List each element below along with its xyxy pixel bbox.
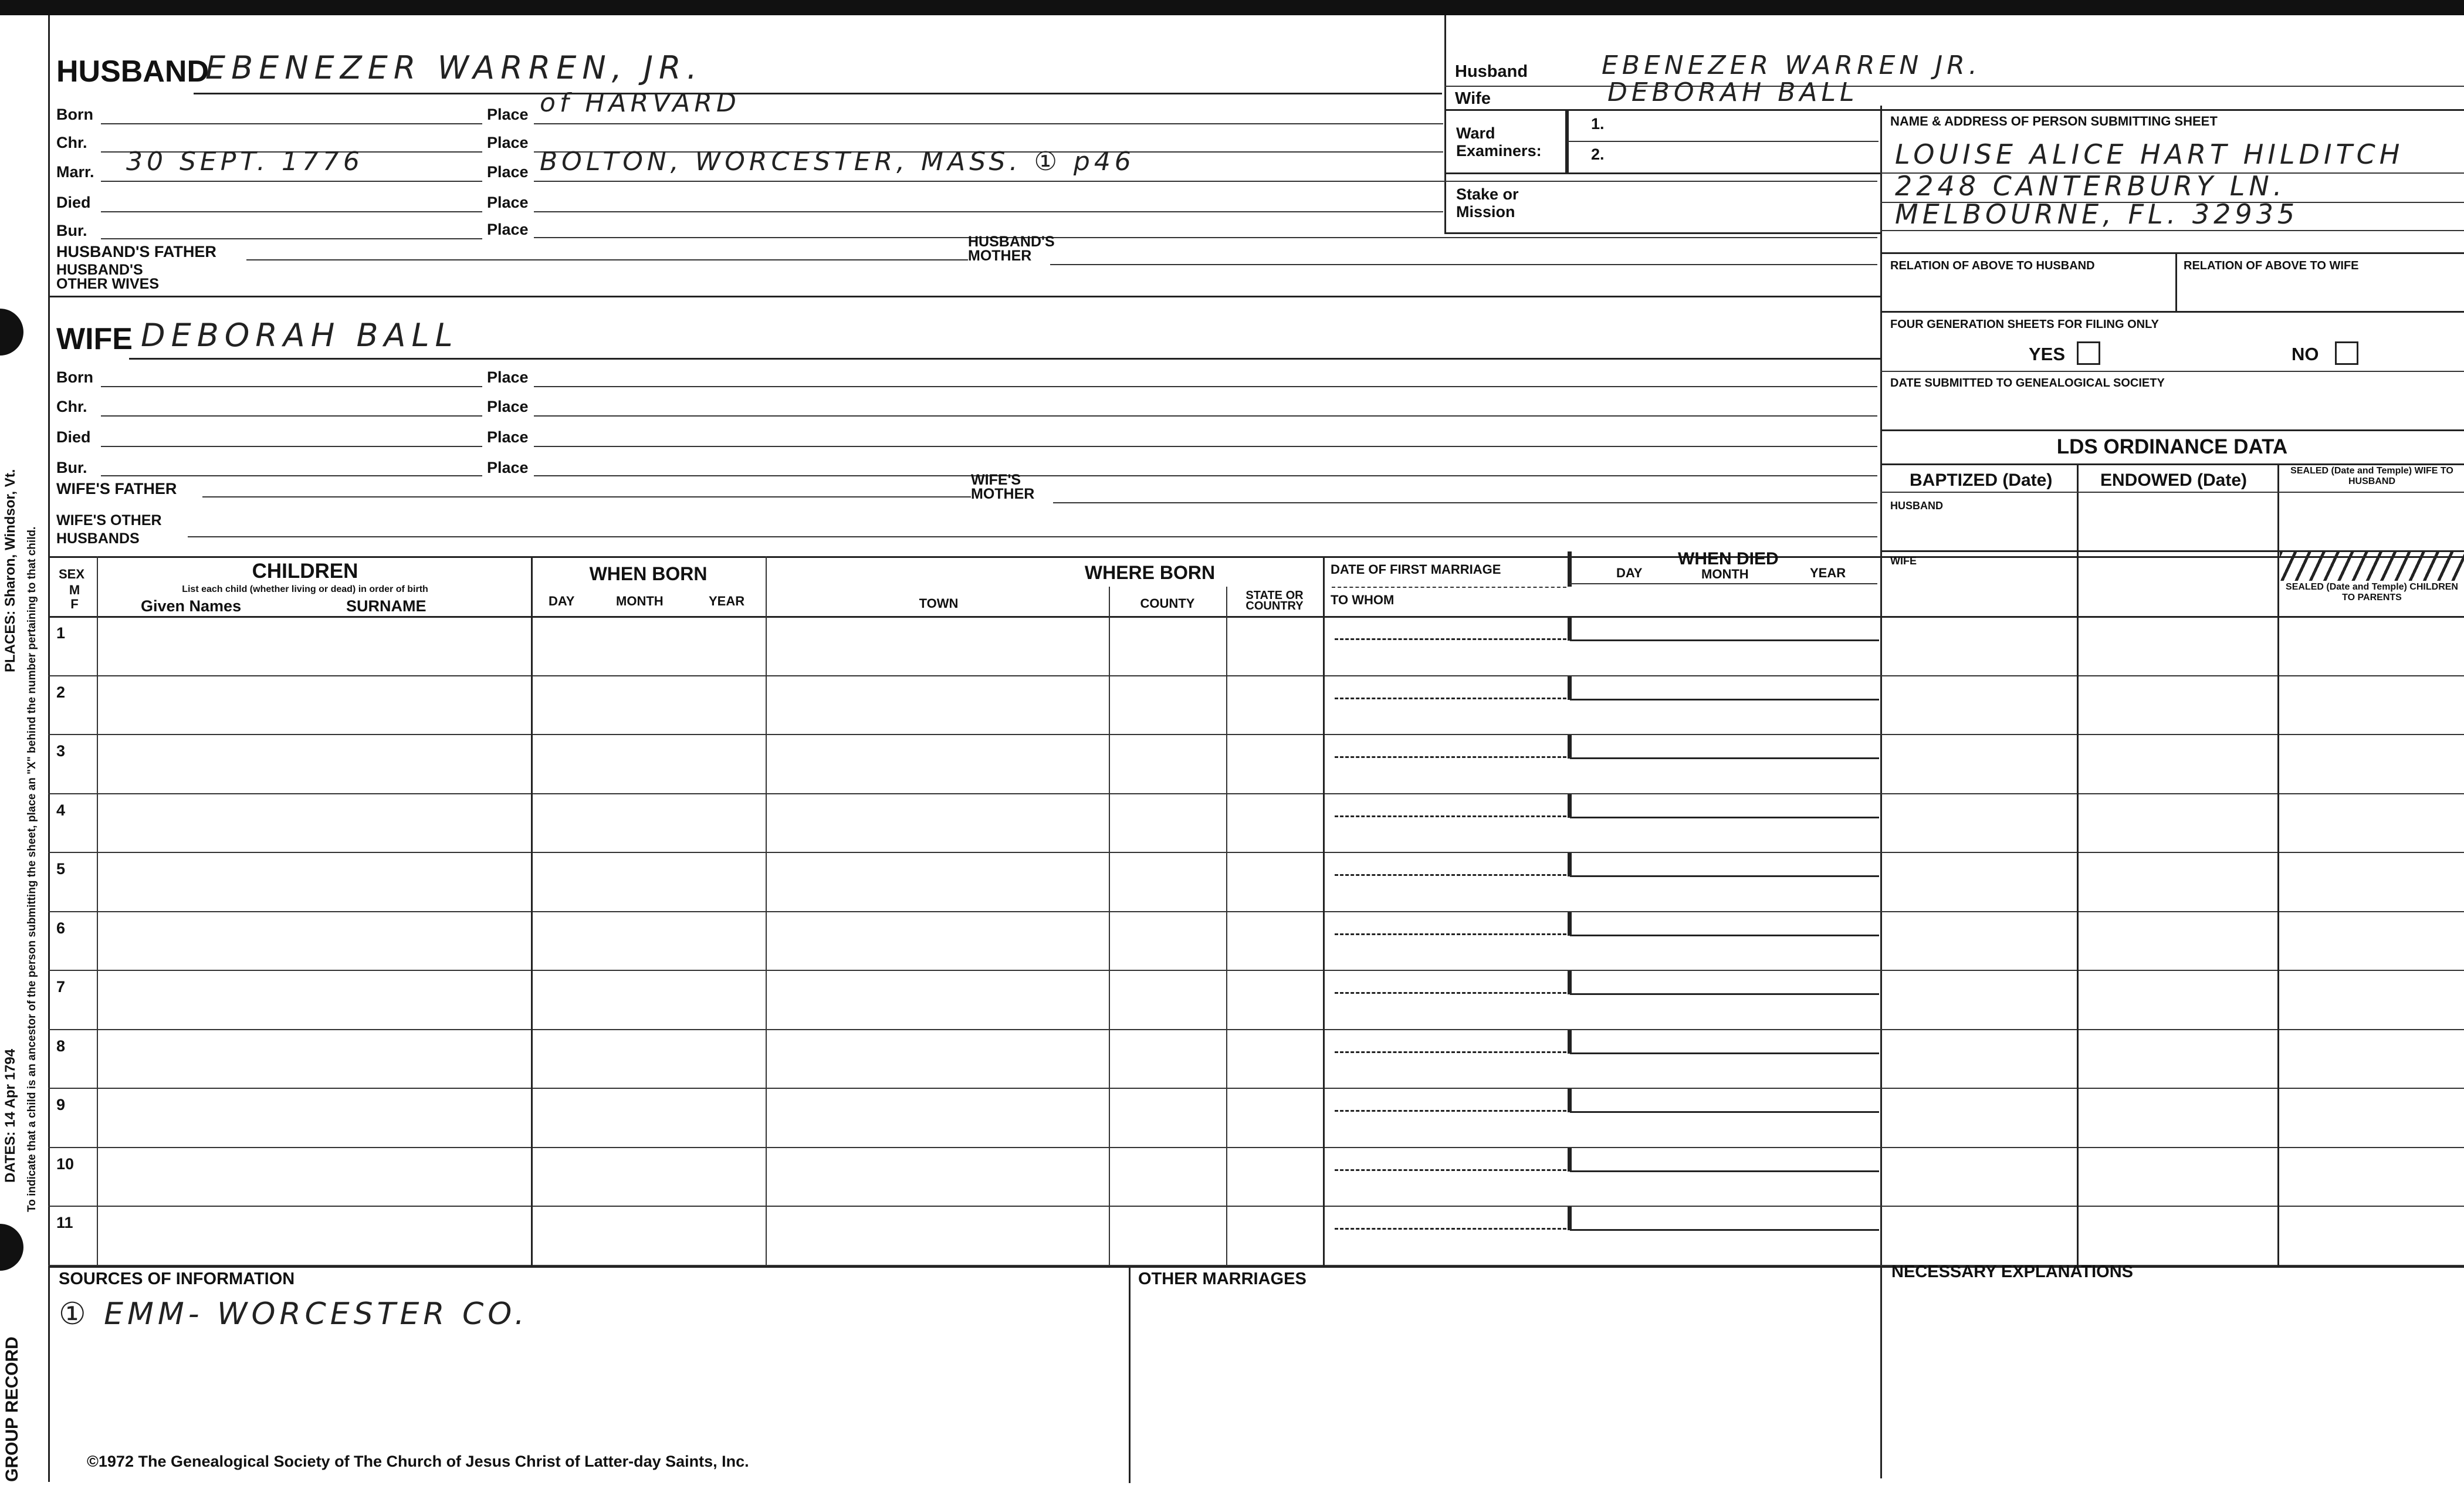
wife-other-husbands-label: WIFE'S OTHER HUSBANDS <box>56 512 162 547</box>
husband-bur-place-label: Place <box>487 221 529 238</box>
to-whom-label: TO WHOM <box>1331 593 1395 607</box>
died-month-label: MONTH <box>1701 567 1749 581</box>
died-bracket <box>1568 1030 1572 1054</box>
sources-text: ① EMM- WORCESTER CO. <box>59 1297 529 1332</box>
husband-name: EBENEZER WARREN, JR. <box>205 49 703 86</box>
relation-wife-label: RELATION OF ABOVE TO WIFE <box>2184 259 2359 272</box>
child-row-number: 8 <box>56 1037 66 1055</box>
died-year-label: YEAR <box>1810 566 1846 580</box>
child-row-line <box>48 1147 2464 1148</box>
submitter-line3: MELBOURNE, FL. 32935 <box>1895 198 2299 230</box>
first-marriage-label: DATE OF FIRST MARRIAGE <box>1331 562 1501 577</box>
wife-born-place-label: Place <box>487 368 529 386</box>
wife-died-place-label: Place <box>487 428 529 446</box>
submitter-label: NAME & ADDRESS OF PERSON SUBMITTING SHEET <box>1890 114 2218 128</box>
header-husband-name: EBENEZER WARREN JR. <box>1602 50 1981 80</box>
punch-hole-top <box>0 309 23 356</box>
header-wife-label: Wife <box>1455 89 1491 108</box>
ancestor-instruction: To indicate that a child is an ancestor of the person submitting the sheet, place an "X" behind the number pertaining to that child. <box>26 526 38 1212</box>
yes-label: YES <box>2029 344 2066 364</box>
child-row-line <box>48 911 2464 912</box>
child-row-line <box>48 1088 2464 1089</box>
where-born-label: WHERE BORN <box>1084 562 1216 583</box>
left-margin <box>0 15 47 1496</box>
died-bracket <box>1568 1089 1572 1112</box>
lds-husband-label: HUSBAND <box>1890 500 1943 512</box>
marriage-date-line <box>1335 1228 1566 1230</box>
child-row-line <box>48 675 2464 676</box>
child-row-number: 6 <box>56 919 66 937</box>
died-line <box>1570 699 1879 700</box>
died-bracket <box>1568 971 1572 994</box>
born-day-label: DAY <box>549 594 575 608</box>
ward-examiners-label: Ward Examiners: <box>1456 124 1542 160</box>
wife-died-label: Died <box>56 428 91 446</box>
wife-born-label: Born <box>56 368 93 386</box>
child-row-number: 10 <box>56 1155 75 1173</box>
marriage-date-line <box>1335 1169 1566 1171</box>
died-bracket <box>1568 735 1572 759</box>
wife-label: WIFE <box>56 322 133 356</box>
husband-marr-label: Marr. <box>56 163 94 181</box>
explanations-label: NECESSARY EXPLANATIONS <box>1891 1263 2133 1281</box>
when-born-label: WHEN BORN <box>589 563 708 584</box>
marriage-date-line <box>1335 992 1566 994</box>
copyright: ©1972 The Genealogical Society of The Church of Jesus Christ of Latter-day Saints, Inc. <box>87 1453 749 1470</box>
husband-born-place-label: Place <box>487 106 529 123</box>
header-divider <box>1444 15 1446 233</box>
died-line <box>1570 935 1879 936</box>
sealed-children-label: SEALED (Date and Temple) CHILDREN TO PARENTS <box>2286 582 2458 603</box>
hatched-cell <box>2280 551 2464 581</box>
husband-died-label: Died <box>56 194 91 211</box>
when-died-label: WHEN DIED <box>1678 549 1779 568</box>
submitter-line2: 2248 CANTERBURY LN. <box>1895 170 2286 202</box>
marriage-date-line <box>1335 874 1566 876</box>
wife-mother-label: WIFE'S MOTHER <box>971 472 1035 502</box>
surname-label: SURNAME <box>346 597 427 615</box>
child-row-number: 3 <box>56 742 66 760</box>
sealed-wife-label: SEALED (Date and Temple) WIFE TO HUSBAND <box>2290 466 2453 486</box>
sex-label: SEX <box>59 567 85 581</box>
county-label: COUNTY <box>1140 596 1195 611</box>
child-row-line <box>48 793 2464 794</box>
group-record-label: GROUP RECORD <box>2 1336 22 1482</box>
died-line <box>1570 1170 1879 1172</box>
four-generation-label: FOUR GENERATION SHEETS FOR FILING ONLY <box>1890 318 2159 331</box>
child-row-number: 7 <box>56 978 66 996</box>
husband-father-label: HUSBAND'S FATHER <box>56 243 216 260</box>
died-line <box>1570 1052 1879 1054</box>
husband-chr-place-label: Place <box>487 134 529 151</box>
no-checkbox[interactable] <box>2335 341 2358 365</box>
marriage-date-line <box>1335 1051 1566 1053</box>
children-title: CHILDREN <box>252 560 358 583</box>
husband-died-place-label: Place <box>487 194 529 211</box>
child-row-line <box>48 970 2464 971</box>
town-label: TOWN <box>919 596 959 611</box>
child-row-number: 2 <box>56 683 66 701</box>
child-row-number: 5 <box>56 860 66 878</box>
child-row-number: 1 <box>56 624 66 642</box>
died-line <box>1570 993 1879 995</box>
sex-mf-label: M F <box>69 583 80 611</box>
child-row-line <box>48 852 2464 853</box>
punch-hole-bottom <box>0 1224 23 1271</box>
header-wife-name: DEBORAH BALL <box>1607 77 1859 107</box>
child-row-number: 4 <box>56 801 66 819</box>
children-instruction: List each child (whether living or dead) in order of birth <box>182 584 428 594</box>
husband-label: HUSBAND <box>56 55 209 89</box>
wife-father-label: WIFE'S FATHER <box>56 480 177 497</box>
top-edge <box>0 0 2464 15</box>
given-names-label: Given Names <box>141 597 242 615</box>
died-bracket <box>1568 912 1572 936</box>
wife-chr-place-label: Place <box>487 398 529 415</box>
husband-born-place: of HARVARD <box>540 88 740 118</box>
form-left-border <box>48 15 50 1482</box>
died-line <box>1570 757 1879 759</box>
died-day-label: DAY <box>1616 566 1643 580</box>
marriage-date-line <box>1335 756 1566 758</box>
marriage-date-line <box>1335 698 1566 699</box>
born-year-label: YEAR <box>709 594 745 608</box>
sources-label: SOURCES OF INFORMATION <box>59 1270 295 1288</box>
no-label: NO <box>2292 344 2319 364</box>
child-row-number: 11 <box>56 1214 73 1231</box>
child-row-number: 9 <box>56 1096 66 1113</box>
died-bracket <box>1568 794 1572 818</box>
dates-note: DATES: 14 Apr 1794 <box>2 1048 18 1183</box>
wife-bur-label: Bur. <box>56 459 87 476</box>
endowed-label: ENDOWED (Date) <box>2100 471 2248 490</box>
died-bracket <box>1568 676 1572 700</box>
marriage-date-line <box>1335 815 1566 817</box>
state-country-label: STATE OR COUNTRY <box>1245 589 1304 612</box>
child-row-line <box>48 1206 2464 1207</box>
husband-mother-label: HUSBAND'S MOTHER <box>968 233 1055 264</box>
baptized-label: BAPTIZED (Date) <box>1910 471 2053 490</box>
husband-bur-label: Bur. <box>56 222 87 239</box>
marriage-date-line <box>1335 638 1566 640</box>
husband-marr-date: 30 SEPT. 1776 <box>126 147 364 177</box>
date-submitted-label: DATE SUBMITTED TO GENEALOGICAL SOCIETY <box>1890 377 2165 390</box>
yes-checkbox[interactable] <box>2077 341 2100 365</box>
husband-other-wives-label: HUSBAND'S OTHER WIVES <box>56 262 160 292</box>
husband-marr-place: BOLTON, WORCESTER, MASS. ① p46 <box>540 147 1135 177</box>
submitter-line1: LOUISE ALICE HART HILDITCH <box>1895 138 2404 170</box>
lds-wife-label: WIFE <box>1890 555 1917 567</box>
died-line <box>1570 875 1879 877</box>
died-line <box>1570 1111 1879 1113</box>
husband-born-label: Born <box>56 106 93 123</box>
places-note: PLACES: Sharon, Windsor, Vt. <box>2 469 18 672</box>
wife-chr-label: Chr. <box>56 398 87 415</box>
examiner-2: 2. <box>1591 145 1605 163</box>
died-bracket <box>1568 1207 1572 1230</box>
wife-name: DEBORAH BALL <box>141 317 459 354</box>
child-row-line <box>48 734 2464 735</box>
child-row-line <box>48 1029 2464 1030</box>
husband-chr-label: Chr. <box>56 134 87 151</box>
marriage-date-line <box>1335 933 1566 935</box>
relation-husband-label: RELATION OF ABOVE TO HUSBAND <box>1890 259 2095 272</box>
husband-marr-place-label: Place <box>487 163 529 181</box>
stake-mission-label: Stake or Mission <box>1456 185 1519 221</box>
died-bracket <box>1568 1148 1572 1172</box>
born-month-label: MONTH <box>616 594 664 608</box>
wife-bur-place-label: Place <box>487 459 529 476</box>
died-line <box>1570 639 1879 641</box>
died-line <box>1570 817 1879 818</box>
died-bracket <box>1568 617 1572 641</box>
examiner-1: 1. <box>1591 115 1605 133</box>
died-bracket <box>1568 853 1572 876</box>
died-line <box>1570 1229 1879 1231</box>
marriage-date-line <box>1335 1110 1566 1112</box>
header-husband-label: Husband <box>1455 62 1528 81</box>
other-marriages-label: OTHER MARRIAGES <box>1138 1270 1307 1288</box>
lds-title: LDS ORDINANCE DATA <box>2056 435 2288 458</box>
